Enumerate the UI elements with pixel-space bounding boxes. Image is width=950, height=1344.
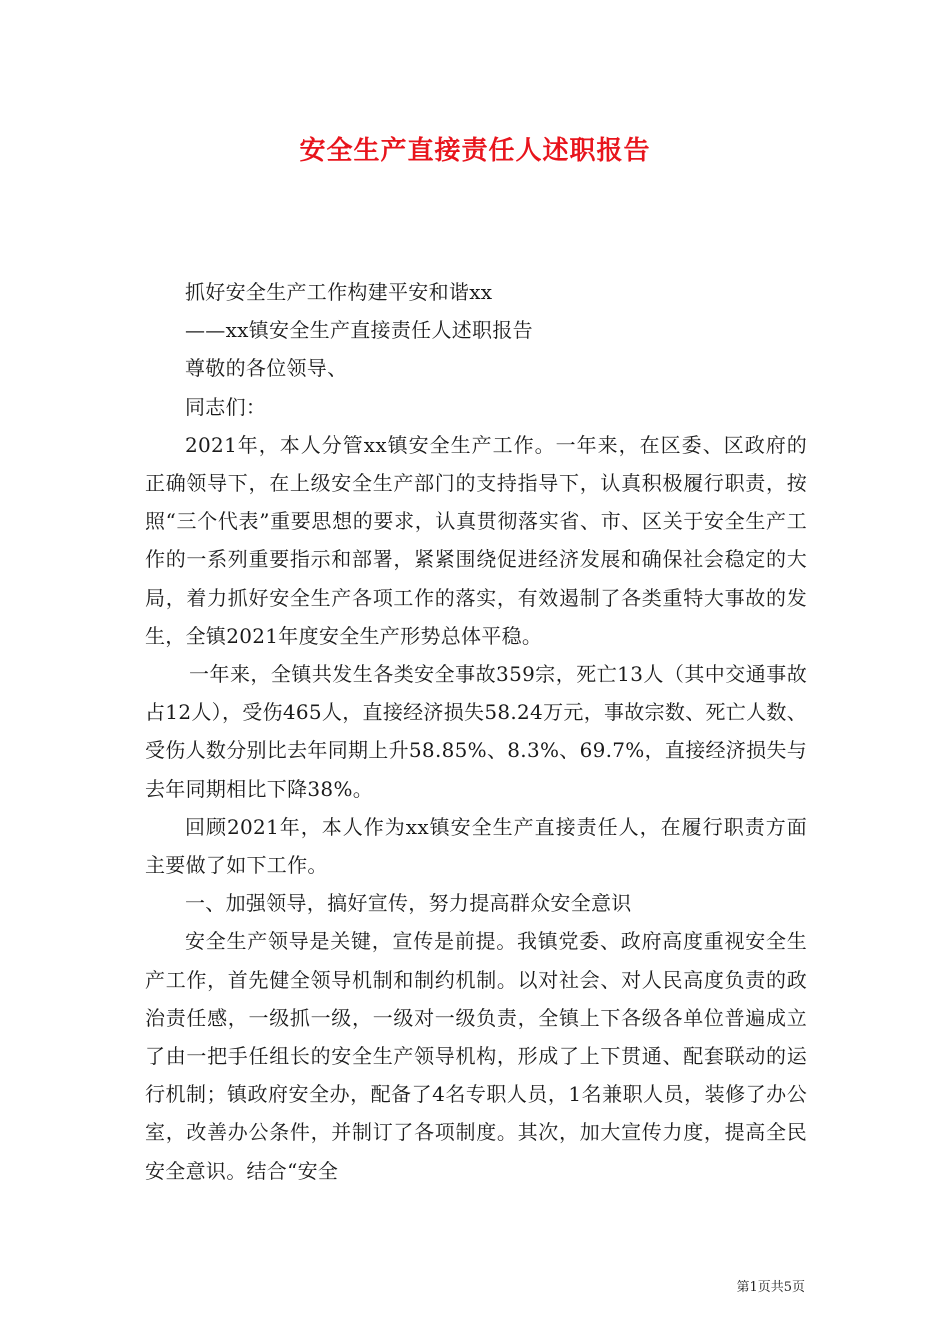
salutation-line-1: 尊敬的各位领导、 [185,356,348,381]
page-number-footer: 第1页共5页 [736,1280,805,1295]
paragraph-review: 回顾2021年，本人作为xx镇安全生产直接责任人，在履行职责方面主要做了如下工作。 [145,814,807,878]
section-heading-1: 一、加强领导，搞好宣传，努力提高群众安全意识 [185,891,632,916]
paragraph-leadership: 安全生产领导是关键，宣传是前提。我镇党委、政府高度重视安全生产工作，首先健全领导机制和制约机制。以对社会、对人民高度负责的政治责任感，一级抓一级，一级对一级负责，全镇上下各级各单位普遍成立了由一把手任组长的安全生产领导机构，形成了上下贯通、配套联动的运行机制；镇政府安全办，配备了4名专职人员，1名兼职人员，装修了办公室，改善办公条件，并制订了各项制度。其次，加大宣传力度，提高全民安全意识。结合“安全 [145,929,807,1183]
heading-main: 抓好安全生产工作构建平安和谐xx [185,280,493,304]
heading-sub: ——xx镇安全生产直接责任人述职报告 [185,318,533,343]
paragraph-statistics: 一年来，全镇共发生各类安全事故359宗，死亡13人（其中交通事故占12人），受伤465人，直接经济损失58.24万元，事故宗数、死亡人数、受伤人数分别比去年同期上升58.85%、8.3%、69.7%，直接经济损失与去年同期相比下降38%。 [145,662,808,801]
paragraph-overview: 2021年，本人分管xx镇安全生产工作。一年来，在区委、区政府的正确领导下，在上级安全生产部门的支持指导下，认真积极履行职责，按照“三个代表”重要思想的要求，认真贯彻落实省、市、区关于安全生产工作的一系列重要指示和部署，紧紧围绕促进经济发展和确保社会稳定的大局，着力抓好安全生产各项工作的落实，有效遏制了各类重特大事故的发生，全镇2021年度安全生产形势总体平稳。 [145,432,807,648]
document-title: 安全生产直接责任人述职报告 [299,136,651,166]
document-body [145,273,807,1190]
salutation-line-2: 同志们： [185,394,267,419]
